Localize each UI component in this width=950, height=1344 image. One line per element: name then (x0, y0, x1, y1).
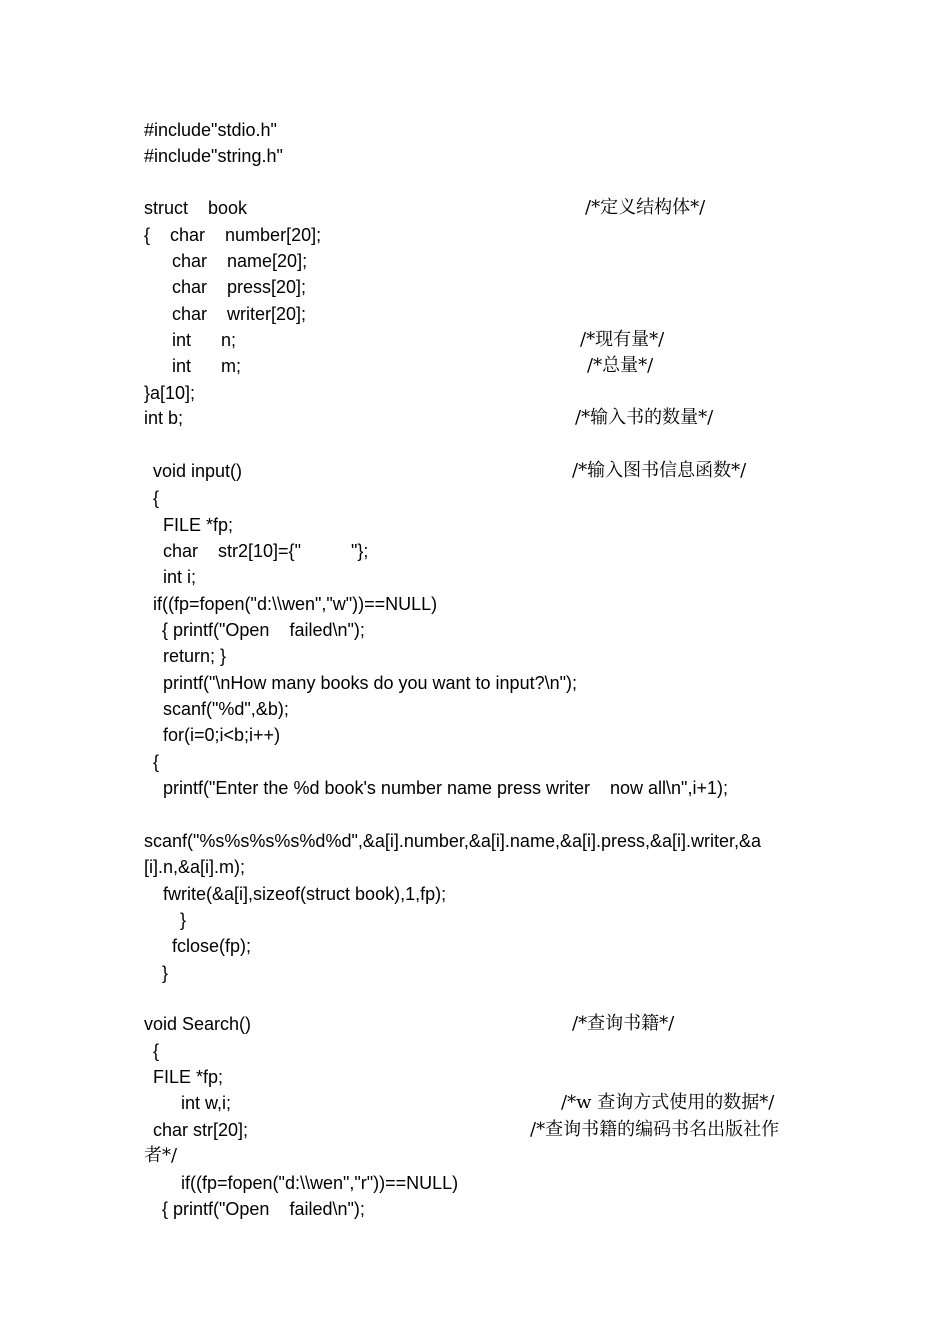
code-line: int b; (144, 408, 184, 428)
code-line: printf("Enter the %d book's number name press writer now all\n",i+1); (163, 778, 728, 798)
code-line: fclose(fp); (172, 936, 252, 956)
code-comment: /*查询书籍*/ (572, 1013, 675, 1034)
code-line: char press[20]; (172, 277, 307, 297)
code-line: FILE *fp; (163, 515, 234, 535)
code-line: { char number[20]; (144, 225, 322, 245)
code-line: { printf("Open failed\n"); (162, 620, 365, 640)
code-comment: /*w 查询方式使用的数据*/ (561, 1092, 775, 1113)
code-line: void input() (153, 461, 243, 481)
code-line: }a[10]; (144, 383, 196, 403)
code-line: FILE *fp; (153, 1067, 224, 1087)
code-comment: /*定义结构体*/ (585, 197, 706, 218)
code-line: { printf("Open failed\n"); (162, 1199, 365, 1219)
code-line: { (153, 1041, 160, 1061)
code-line: scanf("%d",&b); (163, 699, 289, 719)
code-line: scanf("%s%s%s%s%d%d",&a[i].number,&a[i].name,&a[i].press,&a[i].writer,&a (144, 831, 762, 851)
code-comment-continuation: 者*/ (144, 1145, 178, 1166)
code-comment: /*查询书籍的编码书名出版社作 (530, 1119, 780, 1140)
code-line: } (180, 910, 187, 930)
code-line: #include"stdio.h" (144, 120, 277, 140)
code-line: fwrite(&a[i],sizeof(struct book),1,fp); (163, 884, 447, 904)
code-comment: /*输入书的数量*/ (575, 407, 714, 428)
code-line: printf("\nHow many books do you want to input?\n"); (163, 673, 577, 693)
code-line: } (162, 963, 169, 983)
code-comment: /*现有量*/ (580, 329, 665, 350)
code-line: char name[20]; (172, 251, 308, 271)
code-line: char writer[20]; (172, 304, 307, 324)
code-line: if((fp=fopen("d:\\wen","w"))==NULL) (153, 594, 438, 614)
code-line: { (153, 488, 160, 508)
code-comment: /*总量*/ (587, 355, 654, 376)
code-comment: /*输入图书信息函数*/ (572, 460, 747, 481)
code-line: struct book (144, 198, 248, 218)
code-line: char str2[10]={" "}; (163, 541, 369, 561)
code-line: if((fp=fopen("d:\\wen","r"))==NULL) (181, 1173, 459, 1193)
code-line: int n; (172, 330, 237, 350)
code-line: char str[20]; (153, 1120, 249, 1140)
code-line: int m; (172, 356, 242, 376)
code-line: { (153, 752, 160, 772)
code-line: [i].n,&a[i].m); (144, 857, 246, 877)
code-line: int i; (163, 567, 197, 587)
code-line: void Search() (144, 1014, 252, 1034)
code-line: #include"string.h" (144, 146, 283, 166)
code-line: int w,i; (181, 1093, 232, 1113)
code-line: for(i=0;i<b;i++) (163, 725, 281, 745)
code-line: return; } (163, 646, 227, 666)
